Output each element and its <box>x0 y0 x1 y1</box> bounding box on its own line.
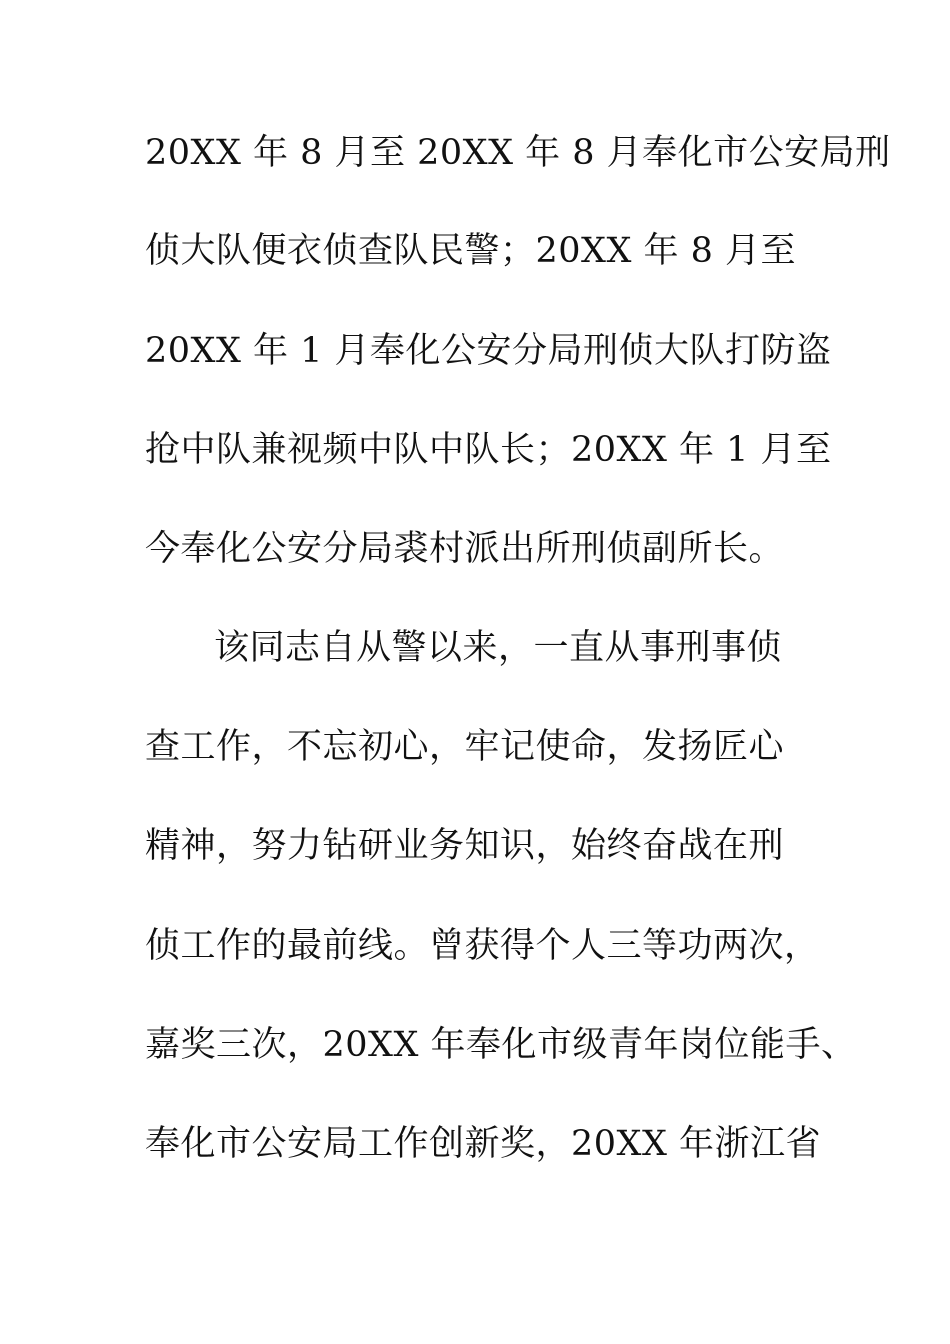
text-line-5: 今奉化公安分局裘村派出所刑侦副所长。 <box>145 529 785 569</box>
text-line-1: 20XX 年 8 月至 20XX 年 8 月奉化市公安局刑 <box>145 133 891 173</box>
text-line-3: 20XX 年 1 月奉化公安分局刑侦大队打防盗 <box>145 331 832 371</box>
text-line-7: 查工作，不忘初心，牢记使命，发扬匠心 <box>145 727 785 767</box>
text-line-11: 奉化市公安局工作创新奖，20XX 年浙江省 <box>145 1124 821 1164</box>
text-line-8: 精神，努力钻研业务知识，始终奋战在刑 <box>145 826 785 866</box>
paragraph-start-line: 该同志自从警以来，一直从事刑事侦 <box>214 628 783 668</box>
text-line-9: 侦工作的最前线。曾获得个人三等功两次， <box>145 926 820 966</box>
text-line-4: 抢中队兼视频中队中队长；20XX 年 1 月至 <box>145 430 832 470</box>
text-line-10: 嘉奖三次，20XX 年奉化市级青年岗位能手、 <box>145 1025 857 1065</box>
text-line-2: 侦大队便衣侦查队民警；20XX 年 8 月至 <box>145 231 797 271</box>
